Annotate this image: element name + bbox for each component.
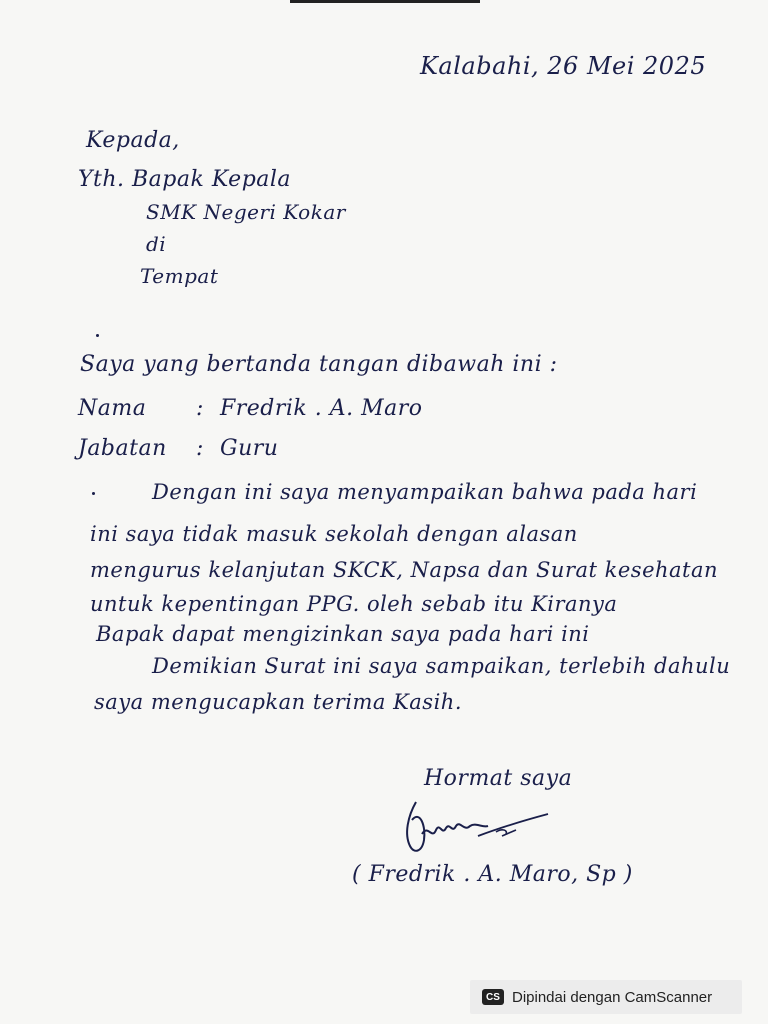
position-colon: :	[196, 436, 204, 461]
ink-dot	[92, 492, 95, 495]
letter-closing: Hormat saya	[424, 766, 573, 791]
position-label: Jabatan	[78, 436, 167, 461]
recipient-line-3: di	[146, 232, 167, 256]
handwritten-signature	[398, 796, 558, 862]
recipient-line-1: Yth. Bapak Kepala	[78, 167, 292, 192]
page-top-edge	[290, 0, 480, 3]
body-line-5: Bapak dapat mengizinkan saya pada hari ini	[96, 622, 590, 646]
letter-intro: Saya yang bertanda tangan dibawah ini :	[80, 352, 558, 377]
camscanner-logo-icon: CS	[482, 989, 504, 1005]
letter-date: Kalabahi, 26 Mei 2025	[420, 52, 707, 80]
body-line-3: mengurus kelanjutan SKCK, Napsa dan Surat kesehatan	[90, 558, 719, 582]
position-value: Guru	[220, 436, 279, 461]
name-value: Fredrik . A. Maro	[220, 396, 423, 421]
recipient-line-4: Tempat	[140, 264, 219, 288]
body-line-7: saya mengucapkan terima Kasih.	[94, 690, 462, 714]
letter-greeting: Kepada,	[86, 128, 180, 153]
recipient-line-2: SMK Negeri Kokar	[146, 200, 346, 224]
ink-dot	[96, 334, 99, 337]
signer-name: ( Fredrik . A. Maro, Sp )	[352, 862, 633, 887]
body-line-2: ini saya tidak masuk sekolah dengan alasan	[90, 522, 578, 546]
name-colon: :	[196, 396, 204, 421]
name-label: Nama	[78, 396, 147, 421]
body-line-6: Demikian Surat ini saya sampaikan, terlebih dahulu	[152, 654, 731, 678]
body-line-4: untuk kepentingan PPG. oleh sebab itu Kiranya	[90, 592, 618, 616]
body-line-1: Dengan ini saya menyampaikan bahwa pada hari	[152, 480, 698, 504]
scanner-watermark	[470, 980, 742, 1014]
scanner-label: Dipindai dengan CamScanner	[512, 988, 713, 1006]
